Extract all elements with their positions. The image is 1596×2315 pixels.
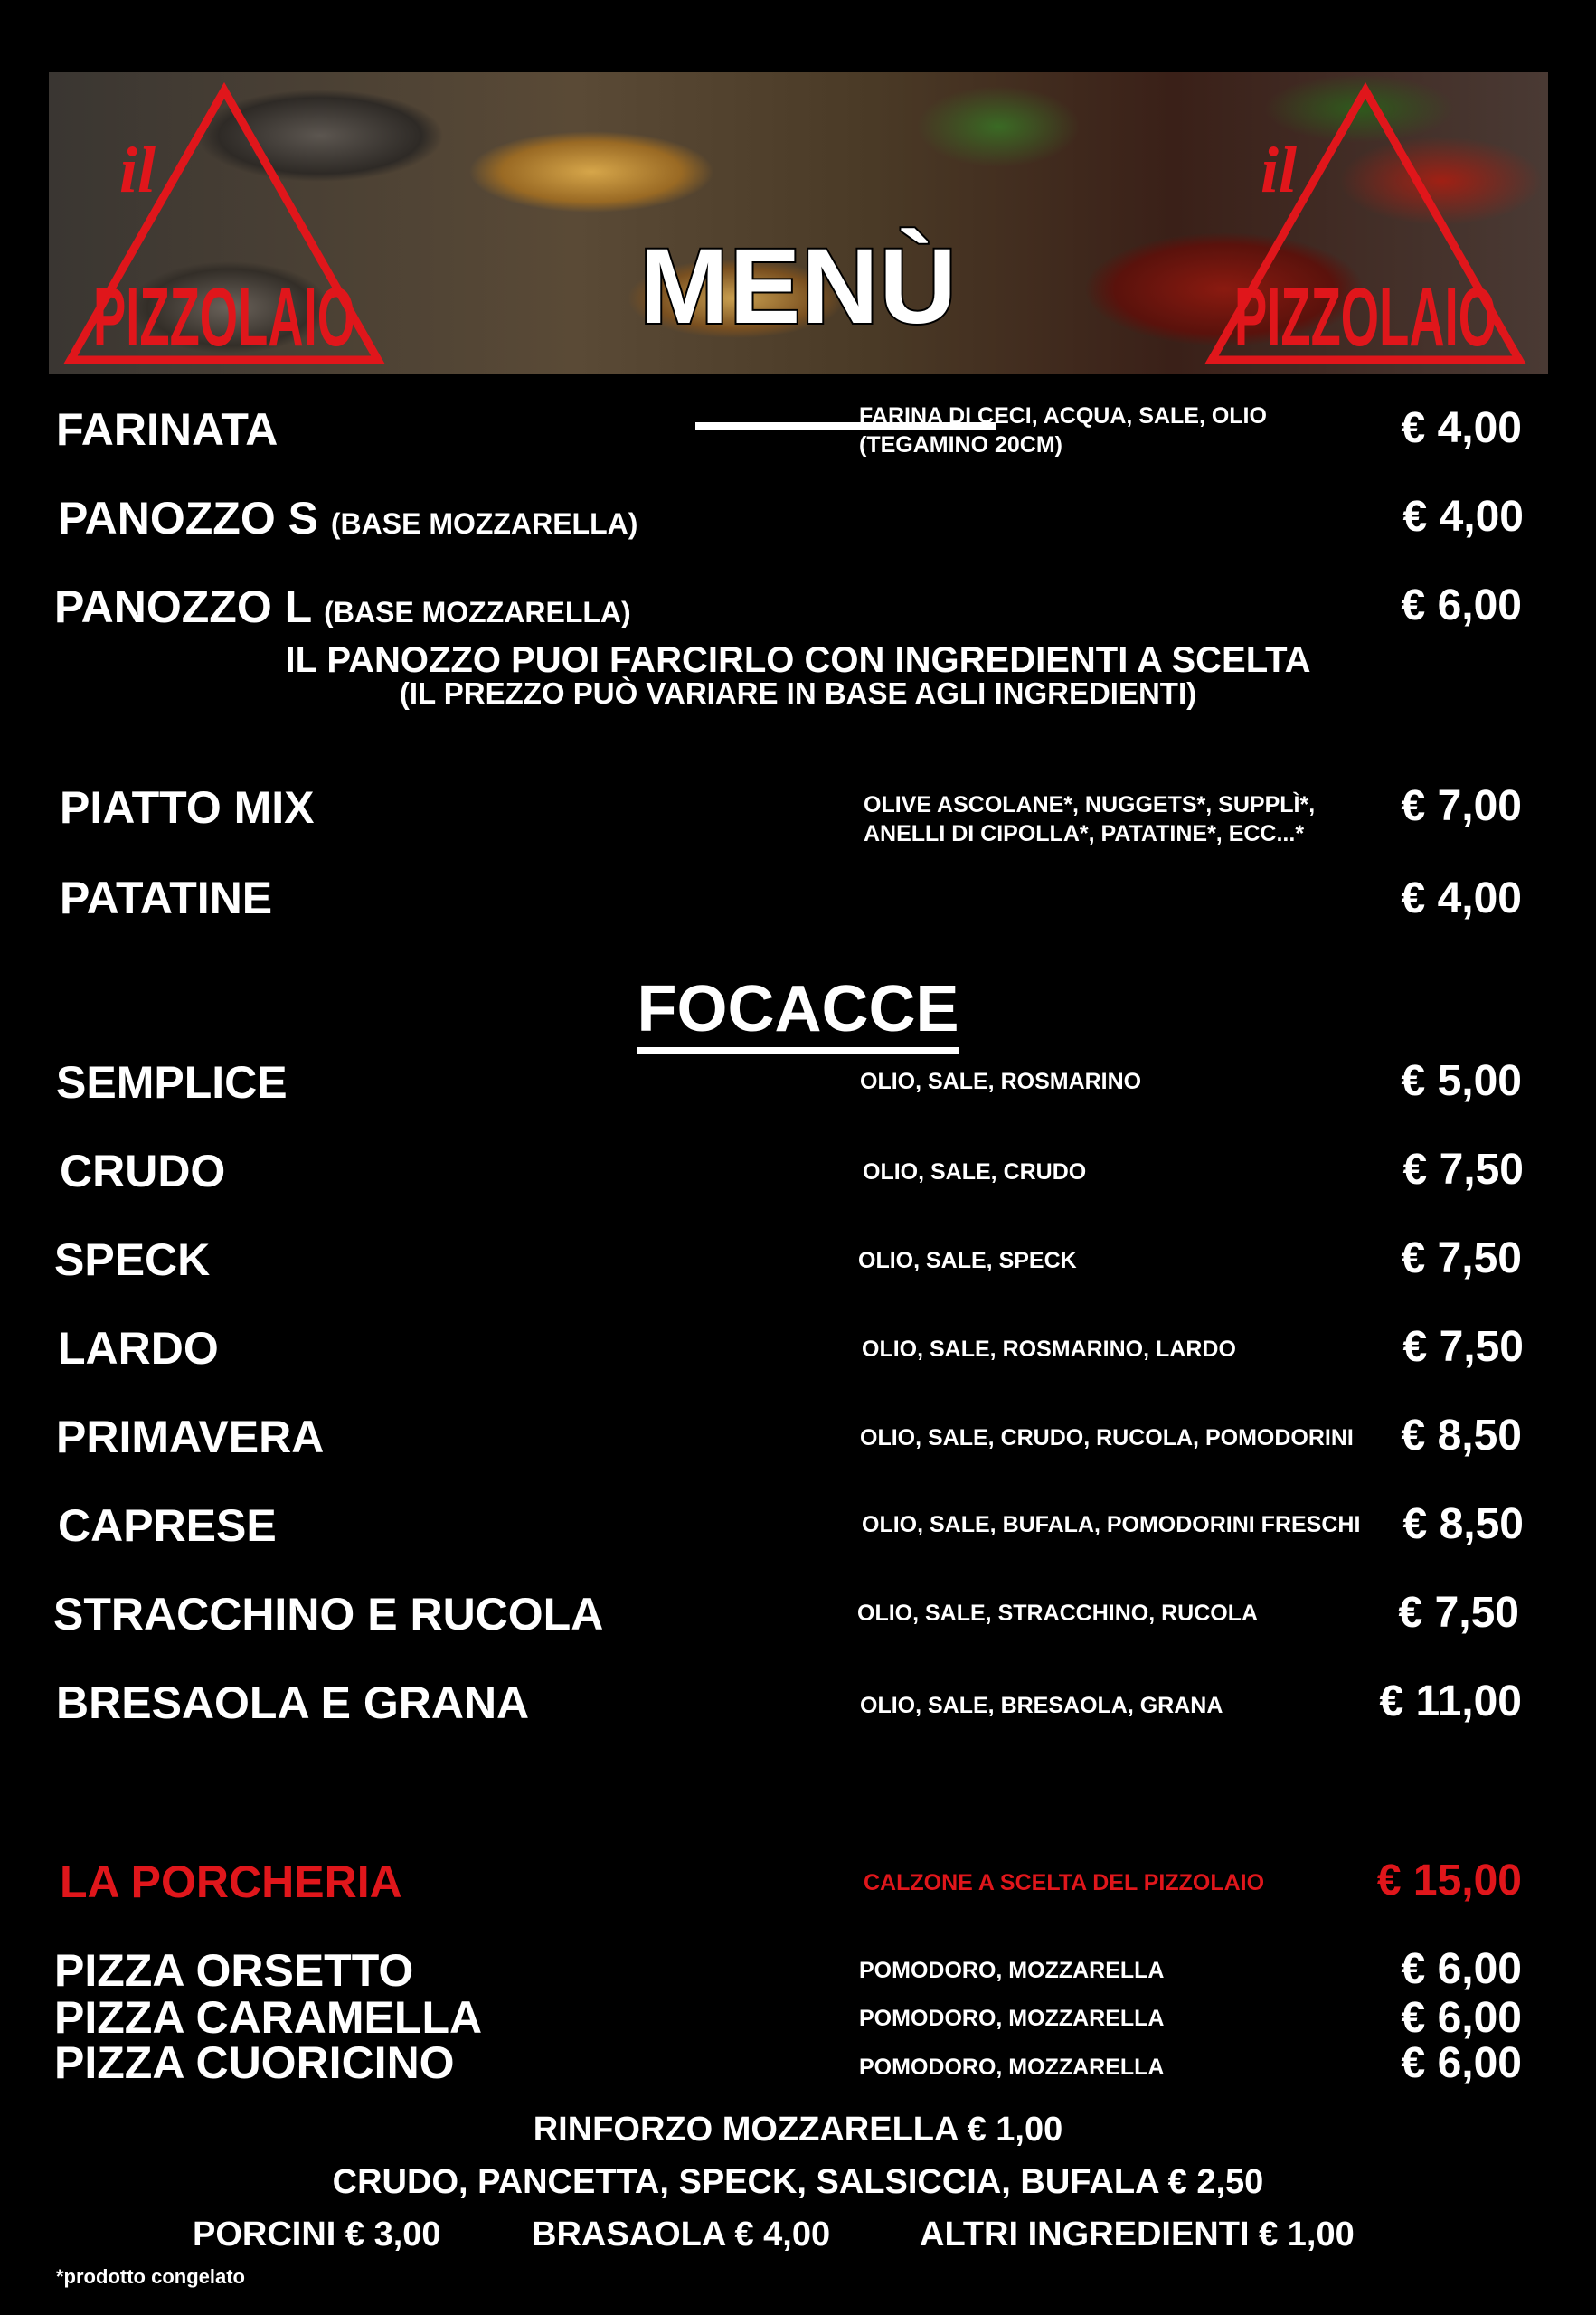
item-name: SEMPLICE [56, 1057, 288, 1108]
footnote: *prodotto congelato [56, 2265, 245, 2288]
item-price: € 8,50 [1401, 1412, 1522, 1460]
item-price: € 7,00 [1401, 782, 1522, 830]
item-price: € 6,00 [1401, 581, 1522, 629]
item-price: € 6,00 [1401, 2039, 1522, 2087]
item-desc: OLIO, SALE, BUFALA, POMODORINI FRESCHI [862, 1512, 1361, 1537]
menu-title: MENÙ [639, 227, 958, 346]
item-price: € 4,00 [1402, 493, 1524, 541]
item-price: € 4,00 [1401, 404, 1522, 452]
item-desc: POMODORO, MOZZARELLA [859, 2006, 1165, 2031]
item-desc: POMODORO, MOZZARELLA [859, 2055, 1165, 2080]
item-price: € 7,50 [1398, 1589, 1519, 1637]
item-desc: OLIO, SALE, CRUDO [863, 1159, 1087, 1185]
header-banner [49, 72, 1548, 374]
item-price: € 11,00 [1379, 1677, 1522, 1725]
item-name: PANOZZO S (BASE MOZZARELLA) [58, 493, 638, 543]
item-price: € 7,50 [1402, 1146, 1524, 1194]
svg-text:il: il [1261, 134, 1298, 206]
item-desc: OLIO, SALE, SPECK [858, 1248, 1077, 1273]
item-name: BRESAOLA E GRANA [56, 1677, 530, 1728]
item-name: CAPRESE [58, 1500, 277, 1551]
item-name: PIATTO MIX [60, 782, 315, 833]
item-price: € 6,00 [1401, 1945, 1522, 1993]
item-name: SPECK [54, 1234, 211, 1285]
item-desc: OLIO, SALE, ROSMARINO, LARDO [862, 1337, 1236, 1362]
special-desc: CALZONE A SCELTA DEL PIZZOLAIO [864, 1870, 1265, 1895]
item-desc: OLIO, SALE, BRESAOLA, GRANA [860, 1693, 1223, 1718]
item-desc: OLIO, SALE, CRUDO, RUCOLA, POMODORINI [860, 1425, 1354, 1450]
item-desc: FARINA DI CECI, ACQUA, SALE, OLIO (TEGAMINO 20CM) [859, 403, 1267, 458]
item-desc: OLIVE ASCOLANE*, NUGGETS*, SUPPLÌ*, ANELLI DI CIPOLLA*, PATATINE*, ECC...* [864, 792, 1316, 846]
item-name: STRACCHINO E RUCOLA [53, 1589, 604, 1639]
item-price: € 4,00 [1401, 874, 1522, 922]
item-price: € 5,00 [1401, 1057, 1522, 1105]
special-price: € 15,00 [1376, 1857, 1522, 1904]
section-title-focacce: FOCACCE [0, 977, 1596, 1042]
item-name: PIZZA CARAMELLA [54, 1992, 483, 2043]
svg-text:il: il [119, 134, 156, 206]
item-desc: POMODORO, MOZZARELLA [859, 1958, 1165, 1983]
item-name: CRUDO [60, 1146, 226, 1196]
svg-text:PIZZOLAIO: PIZZOLAIO [1234, 271, 1497, 364]
item-price: € 7,50 [1402, 1323, 1524, 1371]
svg-text:PIZZOLAIO: PIZZOLAIO [93, 271, 355, 364]
special-name: LA PORCHERIA [60, 1857, 402, 1907]
item-name: PATATINE [60, 873, 273, 923]
item-name: PIZZA CUORICINO [54, 2037, 455, 2088]
supplement-line: CRUDO, PANCETTA, SPECK, SALSICCIA, BUFALA € 2,50 [332, 2163, 1264, 2201]
supplement-line: RINFORZO MOZZARELLA € 1,00 [533, 2111, 1063, 2149]
item-name: FARINATA [56, 404, 279, 455]
item-price: € 7,50 [1401, 1234, 1522, 1282]
panozzo-note-price: (IL PREZZO PUÒ VARIARE IN BASE AGLI INGREDIENTI) [399, 676, 1197, 710]
item-desc: OLIO, SALE, ROSMARINO [860, 1069, 1142, 1094]
item-name: PANOZZO L (BASE MOZZARELLA) [54, 581, 631, 632]
item-desc: OLIO, SALE, STRACCHINO, RUCOLA [857, 1601, 1259, 1626]
pizzolaio-logo [1203, 83, 1528, 369]
item-price: € 8,50 [1402, 1500, 1524, 1548]
item-name: PRIMAVERA [56, 1412, 325, 1462]
item-name: LARDO [58, 1323, 219, 1374]
item-price: € 6,00 [1401, 1994, 1522, 2042]
panozzo-note: IL PANOZZO PUOI FARCIRLO CON INGREDIENTI A SCELTA [285, 640, 1311, 680]
item-name: PIZZA ORSETTO [54, 1945, 414, 1996]
